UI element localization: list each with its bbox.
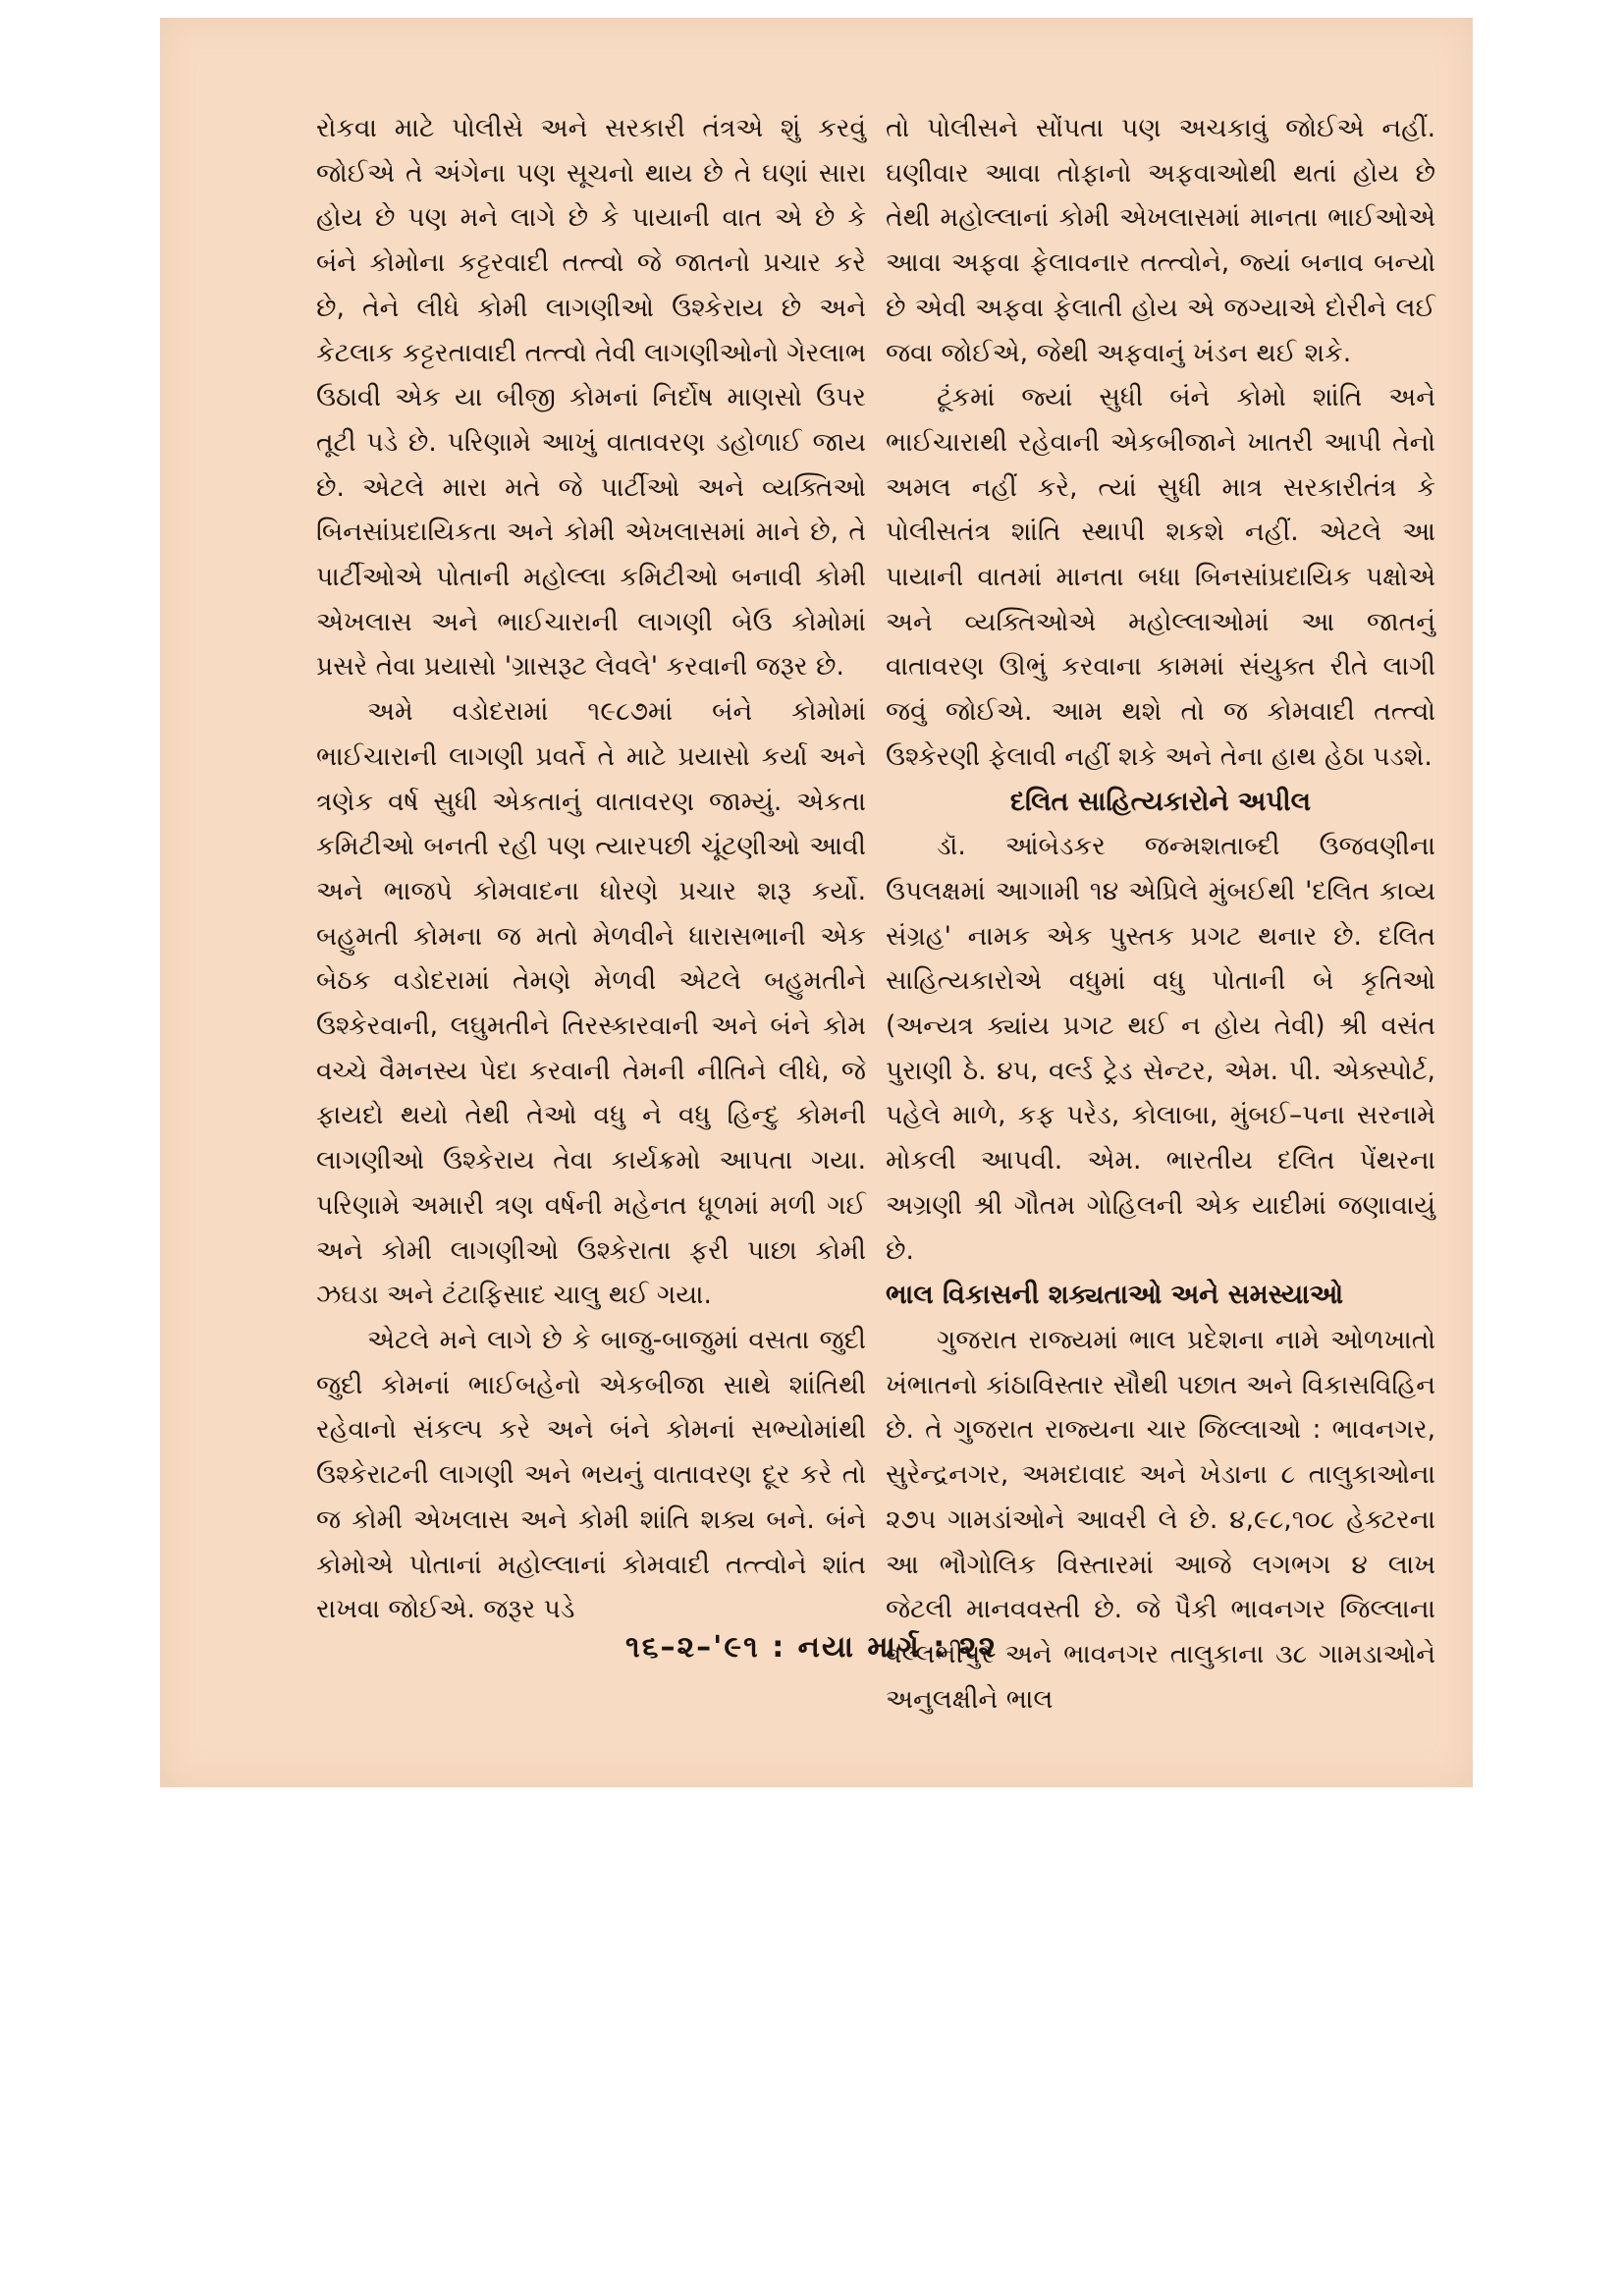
body-paragraph: એટલે મને લાગે છે કે બાજુ-બાજુમાં વસતા જુદી જુદી કોમનાં ભાઈબહેનો એકબીજા સાથે શાંતિથી રહેવાનો સંકલ્પ કરે અને બંને કોમનાં સભ્યોમાંથી ઉશ્કેરાટની લાગણી અને ભયનું વાતાવરણ દૂર કરે તો જ કોમી એખલાસ અને કોમી શાંતિ શક્ય બને. બંને કોમોએ પોતાનાં મહોલ્લાનાં કોમવાદી તત્ત્વોને શાંત રાખવા જોઈએ. જરૂર પડે xyxy=(316,1324,866,1625)
body-paragraph: તો પોલીસને સોંપતા પણ અચકાવું જોઈએ નહીં. ઘણીવાર આવા તોફાનો અફવાઓથી થતાં હોય છે તેથી મહોલ્લાનાં કોમી એખલાસમાં માનતા ભાઈઓએ આવા અફવા ફેલાવનાર તત્ત્વોને, જ્યાં બનાવ બન્યો છે એવી અફવા ફેલાતી હોય એ જગ્યાએ દોરીને લઈ જવા જોઈએ, જેથી અફવાનું ખંડન થઈ શકે. xyxy=(886,113,1435,368)
page-footer: ૧૬–૨–'૯૧ : નયા માર્ગ : ૨૨ xyxy=(625,1630,998,1665)
body-paragraph: ડૉ. આંબેડકર જન્મશતાબ્દી ઉજવણીના ઉપલક્ષમાં આગામી ૧૪ એપ્રિલે મુંબઈથી 'દલિત કાવ્ય સંગ્રહ' નામક એક પુસ્તક પ્રગટ થનાર છે. દલિત સાહિત્યકારોએ વધુમાં વધુ પોતાની બે કૃતિઓ (અન્યત્ર ક્યાંય પ્રગટ થઈ ન હોય તેવી) શ્રી વસંત પુરાણી ઠે. ૪૫, વર્લ્ડ ટ્રેડ સેન્ટર, એમ. પી. એક્સ્પોર્ટ, પહેલે માળે, કફ પરેડ, કોલાબા, મુંબઈ–પના સરનામે મોકલી આપવી. એમ. ભારતીય દલિત પેંથરના અગ્રણી શ્રી ગૌતમ ગોહિલની એક યાદીમાં જણાવાયું છે. xyxy=(886,831,1435,1266)
body-paragraph: રોકવા માટે પોલીસે અને સરકારી તંત્રએ શું કરવું જોઈએ તે અંગેના પણ સૂચનો થાય છે તે ઘણાં સારા હોય છે પણ મને લાગે છે કે પાયાની વાત એ છે કે બંને કોમોના કટ્ટરવાદી તત્ત્વો જે જાતનો પ્રચાર કરે છે, તેને લીધે કોમી લાગણીઓ ઉશ્કેરાય છે અને કેટલાક કટ્ટરતાવાદી તત્ત્વો તેવી લાગણીઓનો ગેરલાભ ઉઠાવી એક યા બીજી કોમનાં નિર્દોષ માણસો ઉપર તૂટી પડે છે. પરિણામે આખું વાતાવરણ ડહોળાઈ જાય છે. એટલે મારા મતે જે પાર્ટીઓ અને વ્યક્તિઓ બિનસાંપ્રદાયિકતા અને કોમી એખલાસમાં માને છે, તે પાર્ટીઓએ પોતાની મહોલ્લા કમિટીઓ બનાવી કોમી એખલાસ અને ભાઈચારાની લાગણી બેઉ કોમોમાં પ્રસરે તેવા પ્રયાસો 'ગ્રાસરૂટ લેવલે' કરવાની જરૂર છે. xyxy=(316,113,866,683)
section-heading: દલિત સાહિત્યકારોને અપીલ xyxy=(1009,786,1312,817)
section-heading: ભાલ વિકાસની શક્યતાઓ અને સમસ્યાઓ xyxy=(886,1280,1344,1311)
body-paragraph: અમે વડોદરામાં ૧૯૮૭માં બંને કોમોમાં ભાઈચારાની લાગણી પ્રવર્તે તે માટે પ્રયાસો કર્યા અને ત્રણેક વર્ષ સુધી એકતાનું વાતાવરણ જામ્યું. એકતા કમિટીઓ બનતી રહી પણ ત્યારપછી ચૂંટણીઓ આવી અને ભાજપે કોમવાદના ધોરણે પ્રચાર શરૂ કર્યો. બહુમતી કોમના જ મતો મેળવીને ધારાસભાની એક બેઠક વડોદરામાં તેમણે મેળવી એટલે બહુમતીને ઉશ્કેરવાની, લઘુમતીને તિરસ્કારવાની અને બંને કોમ વચ્ચે વૈમનસ્ય પેદા કરવાની તેમની નીતિને લીધે, જે ફાયદો થયો તેથી તેઓ વધુ ને વધુ હિન્દુ કોમની લાગણીઓ ઉશ્કેરાય તેવા કાર્યક્રમો આપતા ગયા. પરિણામે અમારી ત્રણ વર્ષની મહેનત ધૂળમાં મળી ગઈ અને કોમી લાગણીઓ ઉશ્કેરાતા ફરી પાછા કોમી ઝઘડા અને ટંટાફિસાદ ચાલુ થઈ ગયા. xyxy=(316,696,866,1311)
left-column xyxy=(316,106,866,1632)
body-paragraph: ટૂંકમાં જ્યાં સુધી બંને કોમો શાંતિ અને ભાઈચારાથી રહેવાની એકબીજાને ખાતરી આપી તેનો અમલ નહીં કરે, ત્યાં સુધી માત્ર સરકારીતંત્ર કે પોલીસતંત્ર શાંતિ સ્થાપી શકશે નહીં. એટલે આ પાયાની વાતમાં માનતા બધા બિનસાંપ્રદાયિક પક્ષોએ અને વ્યક્તિઓએ મહોલ્લાઓમાં આ જાતનું વાતાવરણ ઊભું કરવાના કામમાં સંયુક્ત રીતે લાગી જવું જોઈએ. આમ થશે તો જ કોમવાદી તત્ત્વો ઉશ્કેરણી ફેલાવી નહીં શકે અને તેના હાથ હેઠા પડશે. xyxy=(886,382,1435,772)
body-paragraph: ગુજરાત રાજ્યમાં ભાલ પ્રદેશના નામે ઓળખાતો ખંભાતનો કાંઠાવિસ્તાર સૌથી પછાત અને વિકાસવિહિન છે. તે ગુજરાત રાજ્યના ચાર જિલ્લાઓ : ભાવનગર, સુરેન્દ્રનગર, અમદાવાદ અને ખેડાના ૮ તાલુકાઓના ૨૭૫ ગામડાંઓને આવરી લે છે. ૪,૯૮,૧૦૮ હેક્ટરના આ ભૌગોલિક વિસ્તારમાં આજે લગભગ ૪ લાખ જેટલી માનવવસ્તી છે. જે પૈકી ભાવનગર જિલ્લાના વલ્લભીપુર અને ભાવનગર તાલુકાના ૩૮ ગામડાઓને અનુલક્ષીને ભાલ xyxy=(886,1324,1435,1715)
right-column xyxy=(886,106,1435,1722)
